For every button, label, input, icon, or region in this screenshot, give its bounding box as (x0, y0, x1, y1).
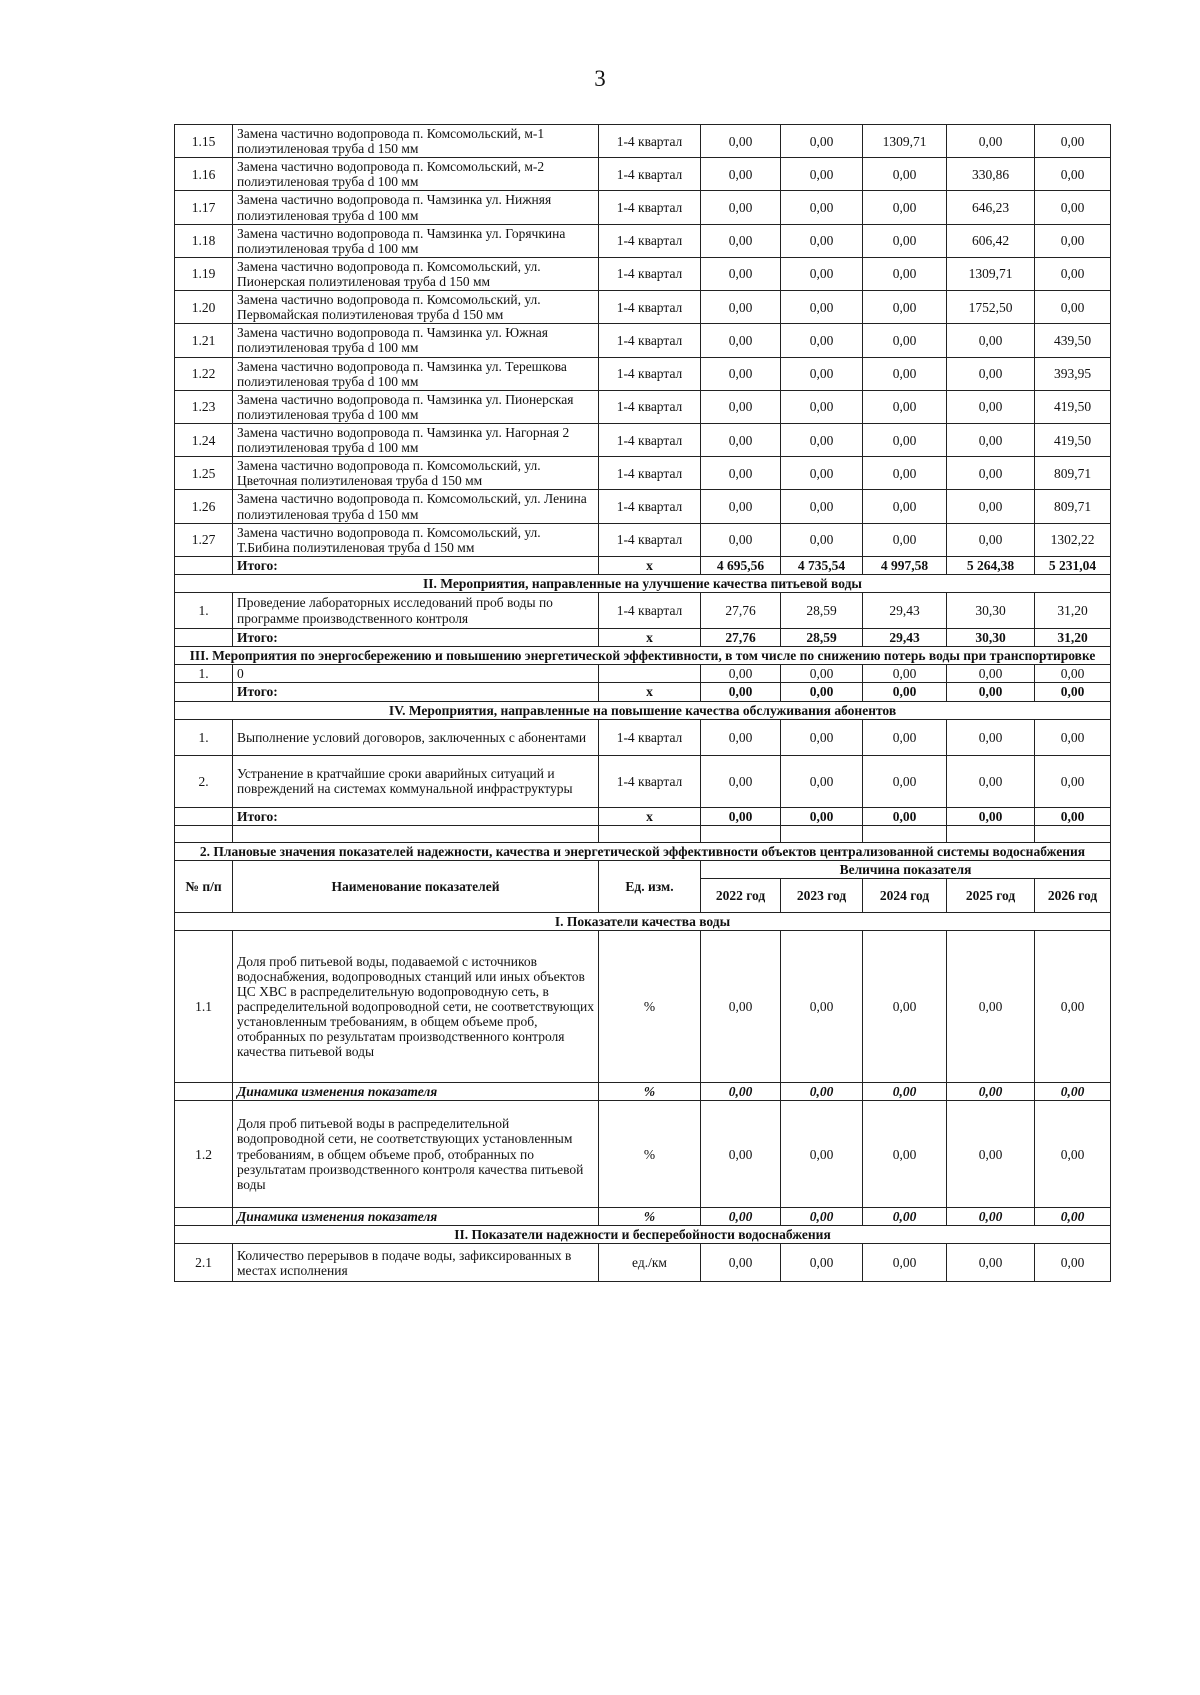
indicator-row (175, 1101, 1111, 1208)
blank-row (175, 825, 1111, 842)
row-value: 0,00 (863, 490, 947, 523)
row-period: 1-4 квартал (599, 719, 701, 755)
indicator-row (175, 931, 1111, 1083)
row-description: Замена частично водопровода п. Комсомольский, ул. Пионерская полиэтиленовая труба d 150 мм (233, 257, 599, 290)
row-value: 0,00 (701, 257, 781, 290)
dynamics-empty-cell (175, 1208, 233, 1226)
row-value: 0,00 (781, 191, 863, 224)
table-row (175, 755, 1111, 807)
row-value: 0,00 (863, 665, 947, 683)
row-value: 0,00 (863, 523, 947, 556)
total-row-section2 (175, 629, 1111, 647)
row-number: 1.23 (175, 390, 233, 423)
row-value: 809,71 (1035, 457, 1111, 490)
row-value: 0,00 (863, 423, 947, 456)
total-row-section3 (175, 683, 1111, 701)
header-row (175, 860, 1111, 878)
indicator-description: Доля проб питьевой воды, подаваемой с источников водоснабжения, водопроводных станций или иных объектов ЦС ХВС в распределительную водопроводную сеть, в распределительной водопроводной сети, не соответствующих установленным требованиям, в общем объеме проб, отобранных по результатам производственного контроля качества питьевой воды (233, 931, 599, 1083)
dynamics-label: Динамика изменения показателя (233, 1083, 599, 1101)
row-value: 0,00 (863, 719, 947, 755)
row-value: 606,42 (947, 224, 1035, 257)
total-empty-cell (175, 683, 233, 701)
row-period: 1-4 квартал (599, 523, 701, 556)
indicator-number: 1.2 (175, 1101, 233, 1208)
row-value: 439,50 (1035, 324, 1111, 357)
indicator-unit: % (599, 931, 701, 1083)
total-value: 5 264,38 (947, 556, 1035, 574)
table-row (175, 490, 1111, 523)
row-description: Устранение в кратчайшие сроки аварийных ситуаций и повреждений на системах коммунальной инфраструктуры (233, 755, 599, 807)
section-heading (175, 647, 1111, 665)
row-value: 0,00 (863, 191, 947, 224)
row-value: 0,00 (781, 457, 863, 490)
dynamics-unit: % (599, 1208, 701, 1226)
row-number: 1.24 (175, 423, 233, 456)
row-period: 1-4 квартал (599, 291, 701, 324)
blank-cell (781, 825, 863, 842)
row-description: Замена частично водопровода п. Чамзинка ул. Пионерская полиэтиленовая труба d 100 мм (233, 390, 599, 423)
dynamics-value: 0,00 (863, 1208, 947, 1226)
row-value: 0,00 (1035, 158, 1111, 191)
indicator-value: 0,00 (1035, 1101, 1111, 1208)
row-value: 0,00 (863, 224, 947, 257)
dynamics-value: 0,00 (947, 1208, 1035, 1226)
blank-cell (701, 825, 781, 842)
dynamics-label: Динамика изменения показателя (233, 1208, 599, 1226)
table-row (175, 257, 1111, 290)
row-value: 0,00 (781, 755, 863, 807)
row-number: 1.16 (175, 158, 233, 191)
header-year: 2025 год (947, 878, 1035, 912)
total-label: Итого: (233, 807, 599, 825)
total-value: 27,76 (701, 629, 781, 647)
total-value: 0,00 (701, 683, 781, 701)
dynamics-value: 0,00 (781, 1208, 863, 1226)
table-row (175, 191, 1111, 224)
dynamics-value: 0,00 (1035, 1083, 1111, 1101)
row-value: 0,00 (947, 755, 1035, 807)
total-x: х (599, 807, 701, 825)
row-description: Замена частично водопровода п. Чамзинка ул. Нижняя полиэтиленовая труба d 100 мм (233, 191, 599, 224)
total-row-section1 (175, 556, 1111, 574)
row-value: 0,00 (947, 523, 1035, 556)
section-heading (175, 574, 1111, 592)
row-value: 29,43 (863, 593, 947, 629)
row-value: 0,00 (781, 324, 863, 357)
row-number: 1.26 (175, 490, 233, 523)
row-period: 1-4 квартал (599, 457, 701, 490)
total-value: 29,43 (863, 629, 947, 647)
total-empty-cell (175, 807, 233, 825)
row-value: 0,00 (1035, 291, 1111, 324)
row-value: 0,00 (947, 665, 1035, 683)
row-value: 0,00 (701, 390, 781, 423)
row-value: 0,00 (701, 324, 781, 357)
row-value: 0,00 (781, 291, 863, 324)
indicator-number: 1.1 (175, 931, 233, 1083)
row-value: 1752,50 (947, 291, 1035, 324)
header-unit: Ед. изм. (599, 860, 701, 912)
row-period: 1-4 квартал (599, 357, 701, 390)
total-label: Итого: (233, 683, 599, 701)
dynamics-value: 0,00 (1035, 1208, 1111, 1226)
indicator-value: 0,00 (947, 1244, 1035, 1282)
row-value: 330,86 (947, 158, 1035, 191)
row-value: 0,00 (947, 719, 1035, 755)
total-value: 0,00 (1035, 807, 1111, 825)
row-period: 1-4 квартал (599, 755, 701, 807)
row-value: 0,00 (781, 357, 863, 390)
row-value: 0,00 (701, 423, 781, 456)
section-heading (175, 912, 1111, 930)
row-value: 0,00 (701, 224, 781, 257)
row-description: Замена частично водопровода п. Комсомольский, м-1 полиэтиленовая труба d 150 мм (233, 125, 599, 158)
row-value: 0,00 (863, 257, 947, 290)
row-period: 1-4 квартал (599, 593, 701, 629)
blank-cell (175, 825, 233, 842)
total-value: 0,00 (781, 807, 863, 825)
dynamics-empty-cell (175, 1083, 233, 1101)
row-number: 1. (175, 719, 233, 755)
total-value: 0,00 (947, 683, 1035, 701)
section-title: I. Показатели качества воды (175, 912, 1111, 930)
header-year: 2024 год (863, 878, 947, 912)
row-value: 0,00 (1035, 257, 1111, 290)
row-period (599, 665, 701, 683)
indicator-description: Доля проб питьевой воды в распределительной водопроводной сети, не соответствующих установленным требованиям, в общем объеме проб, отобранных по результатам производственного контроля качества питьевой воды (233, 1101, 599, 1208)
row-value: 0,00 (701, 719, 781, 755)
dynamics-value: 0,00 (701, 1083, 781, 1101)
row-number: 2. (175, 755, 233, 807)
indicator-number: 2.1 (175, 1244, 233, 1282)
row-number: 1. (175, 593, 233, 629)
row-number: 1.19 (175, 257, 233, 290)
row-value: 0,00 (701, 755, 781, 807)
row-value: 0,00 (1035, 125, 1111, 158)
indicator-value: 0,00 (1035, 1244, 1111, 1282)
row-description: Замена частично водопровода п. Комсомольский, ул. Т.Бибина полиэтиленовая труба d 150 мм (233, 523, 599, 556)
dynamics-value: 0,00 (701, 1208, 781, 1226)
table-row (175, 423, 1111, 456)
section-title: IV. Мероприятия, направленные на повышение качества обслуживания абонентов (175, 701, 1111, 719)
row-period: 1-4 квартал (599, 125, 701, 158)
row-value: 0,00 (701, 357, 781, 390)
row-number: 1.17 (175, 191, 233, 224)
row-number: 1.15 (175, 125, 233, 158)
indicator-value: 0,00 (863, 1244, 947, 1282)
total-value: 28,59 (781, 629, 863, 647)
table-row (175, 125, 1111, 158)
blank-cell (947, 825, 1035, 842)
row-description: Замена частично водопровода п. Чамзинка ул. Южная полиэтиленовая труба d 100 мм (233, 324, 599, 357)
row-value: 0,00 (701, 291, 781, 324)
row-description: Замена частично водопровода п. Чамзинка ул. Нагорная 2 полиэтиленовая труба d 100 мм (233, 423, 599, 456)
row-value: 419,50 (1035, 390, 1111, 423)
row-value: 0,00 (863, 390, 947, 423)
row-value: 0,00 (701, 158, 781, 191)
measures-rows (175, 125, 1111, 557)
table-row (175, 291, 1111, 324)
blank-cell (1035, 825, 1111, 842)
row-period: 1-4 квартал (599, 423, 701, 456)
row-value: 30,30 (947, 593, 1035, 629)
row-value: 809,71 (1035, 490, 1111, 523)
row-value: 0,00 (781, 125, 863, 158)
indicator-value: 0,00 (781, 1244, 863, 1282)
total-value: 4 735,54 (781, 556, 863, 574)
row-value: 0,00 (863, 291, 947, 324)
row-period: 1-4 квартал (599, 490, 701, 523)
row-value: 0,00 (781, 158, 863, 191)
row-value: 0,00 (863, 158, 947, 191)
table-row (175, 719, 1111, 755)
row-value: 0,00 (781, 719, 863, 755)
section-heading (175, 1226, 1111, 1244)
total-value: 4 695,56 (701, 556, 781, 574)
row-description: Замена частично водопровода п. Комсомольский, ул. Ленина полиэтиленовая труба d 150 мм (233, 490, 599, 523)
total-row-section4 (175, 807, 1111, 825)
row-value: 0,00 (947, 324, 1035, 357)
row-number: 1.25 (175, 457, 233, 490)
row-value: 0,00 (1035, 191, 1111, 224)
row-period: 1-4 квартал (599, 257, 701, 290)
dynamics-value: 0,00 (781, 1083, 863, 1101)
row-value: 28,59 (781, 593, 863, 629)
header-year: 2022 год (701, 878, 781, 912)
row-value: 0,00 (947, 390, 1035, 423)
section-title: III. Мероприятия по энергосбережению и повышению энергетической эффективности, в том числе по снижению потерь воды при транспортировке (175, 647, 1111, 665)
row-description: Замена частично водопровода п. Комсомольский, м-2 полиэтиленовая труба d 100 мм (233, 158, 599, 191)
dynamics-row (175, 1083, 1111, 1101)
row-value: 0,00 (701, 457, 781, 490)
indicator-value: 0,00 (863, 931, 947, 1083)
row-value: 0,00 (947, 357, 1035, 390)
indicator-value: 0,00 (701, 1244, 781, 1282)
row-value: 0,00 (863, 457, 947, 490)
row-value: 0,00 (701, 490, 781, 523)
indicator-unit: ед./км (599, 1244, 701, 1282)
total-value: 0,00 (1035, 683, 1111, 701)
indicator-value: 0,00 (947, 931, 1035, 1083)
row-value: 0,00 (1035, 224, 1111, 257)
page-number: 3 (594, 66, 606, 91)
total-empty-cell (175, 556, 233, 574)
section-title: II. Показатели надежности и бесперебойности водоснабжения (175, 1226, 1111, 1244)
total-value: 0,00 (947, 807, 1035, 825)
row-value: 0,00 (781, 224, 863, 257)
row-description: Замена частично водопровода п. Чамзинка ул. Терешкова полиэтиленовая труба d 100 мм (233, 357, 599, 390)
row-value: 0,00 (947, 490, 1035, 523)
indicator-value: 0,00 (781, 931, 863, 1083)
table-row (175, 665, 1111, 683)
total-value: 5 231,04 (1035, 556, 1111, 574)
row-value: 393,95 (1035, 357, 1111, 390)
row-value: 1309,71 (947, 257, 1035, 290)
row-description: Замена частично водопровода п. Чамзинка ул. Горячкина полиэтиленовая труба d 100 мм (233, 224, 599, 257)
table-row (175, 158, 1111, 191)
header-number: № п/п (175, 860, 233, 912)
row-value: 0,00 (947, 125, 1035, 158)
header-year: 2026 год (1035, 878, 1111, 912)
section-heading (175, 701, 1111, 719)
row-value: 0,00 (863, 357, 947, 390)
row-period: 1-4 квартал (599, 158, 701, 191)
section-title: II. Мероприятия, направленные на улучшение качества питьевой воды (175, 574, 1111, 592)
row-value: 0,00 (947, 423, 1035, 456)
row-value: 0,00 (781, 257, 863, 290)
row-value: 27,76 (701, 593, 781, 629)
total-value: 0,00 (863, 683, 947, 701)
part2-heading (175, 842, 1111, 860)
row-value: 1302,22 (1035, 523, 1111, 556)
indicator-unit: % (599, 1101, 701, 1208)
header-year: 2023 год (781, 878, 863, 912)
row-value: 31,20 (1035, 593, 1111, 629)
row-value: 0,00 (781, 665, 863, 683)
total-value: 0,00 (863, 807, 947, 825)
total-x: х (599, 556, 701, 574)
total-x: х (599, 683, 701, 701)
row-number: 1.22 (175, 357, 233, 390)
indicator-value: 0,00 (701, 931, 781, 1083)
row-description: Замена частично водопровода п. Комсомольский, ул. Цветочная полиэтиленовая труба d 150 мм (233, 457, 599, 490)
total-value: 31,20 (1035, 629, 1111, 647)
row-value: 0,00 (1035, 719, 1111, 755)
investment-program-table (174, 124, 1111, 1282)
header-group: Величина показателя (701, 860, 1111, 878)
table-row (175, 357, 1111, 390)
dynamics-value: 0,00 (863, 1083, 947, 1101)
row-description: 0 (233, 665, 599, 683)
blank-cell (599, 825, 701, 842)
table-row (175, 523, 1111, 556)
total-x: х (599, 629, 701, 647)
row-value: 1309,71 (863, 125, 947, 158)
row-value: 646,23 (947, 191, 1035, 224)
row-value: 0,00 (863, 324, 947, 357)
row-number: 1.27 (175, 523, 233, 556)
indicator-description: Количество перерывов в подаче воды, зафиксированных в местах исполнения (233, 1244, 599, 1282)
row-description: Проведение лабораторных исследований проб воды по программе производственного контроля (233, 593, 599, 629)
header-name: Наименование показателей (233, 860, 599, 912)
row-value: 0,00 (701, 665, 781, 683)
row-value: 0,00 (701, 125, 781, 158)
dynamics-value: 0,00 (947, 1083, 1035, 1101)
row-number: 1.18 (175, 224, 233, 257)
row-value: 0,00 (947, 457, 1035, 490)
total-label: Итого: (233, 556, 599, 574)
indicator-row (175, 1244, 1111, 1282)
row-value: 0,00 (1035, 665, 1111, 683)
row-period: 1-4 квартал (599, 390, 701, 423)
table-row (175, 457, 1111, 490)
total-empty-cell (175, 629, 233, 647)
row-number: 1.21 (175, 324, 233, 357)
row-value: 419,50 (1035, 423, 1111, 456)
indicator-value: 0,00 (1035, 931, 1111, 1083)
row-value: 0,00 (1035, 755, 1111, 807)
total-value: 4 997,58 (863, 556, 947, 574)
row-number: 1.20 (175, 291, 233, 324)
table-row (175, 593, 1111, 629)
blank-cell (863, 825, 947, 842)
dynamics-row (175, 1208, 1111, 1226)
row-value: 0,00 (781, 490, 863, 523)
blank-cell (233, 825, 599, 842)
row-value: 0,00 (701, 191, 781, 224)
row-value: 0,00 (701, 523, 781, 556)
indicator-value: 0,00 (701, 1101, 781, 1208)
row-period: 1-4 квартал (599, 224, 701, 257)
total-value: 0,00 (701, 807, 781, 825)
row-value: 0,00 (781, 390, 863, 423)
row-period: 1-4 квартал (599, 324, 701, 357)
part2-title: 2. Плановые значения показателей надежности, качества и энергетической эффективности объектов централизованной системы водоснабжения (175, 842, 1111, 860)
indicator-value: 0,00 (947, 1101, 1035, 1208)
table-row (175, 324, 1111, 357)
table-row (175, 390, 1111, 423)
row-period: 1-4 квартал (599, 191, 701, 224)
total-value: 30,30 (947, 629, 1035, 647)
total-label: Итого: (233, 629, 599, 647)
total-value: 0,00 (781, 683, 863, 701)
row-description: Замена частично водопровода п. Комсомольский, ул. Первомайская полиэтиленовая труба d 150 мм (233, 291, 599, 324)
row-value: 0,00 (781, 523, 863, 556)
row-value: 0,00 (781, 423, 863, 456)
row-number: 1. (175, 665, 233, 683)
table-row (175, 224, 1111, 257)
dynamics-unit: % (599, 1083, 701, 1101)
row-value: 0,00 (863, 755, 947, 807)
indicator-value: 0,00 (781, 1101, 863, 1208)
row-description: Выполнение условий договоров, заключенных с абонентами (233, 719, 599, 755)
indicator-value: 0,00 (863, 1101, 947, 1208)
